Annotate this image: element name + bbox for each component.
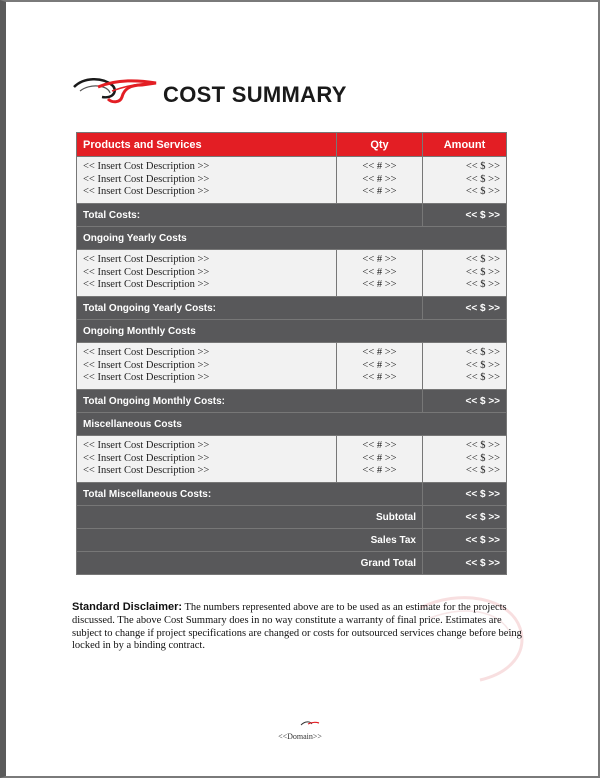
- header-qty: Qty: [337, 133, 423, 157]
- summary-label: Grand Total: [77, 552, 423, 575]
- amount-line: << $ >>: [465, 186, 500, 198]
- section-total-row: [77, 390, 507, 413]
- section-total-value: << $ >>: [423, 390, 507, 413]
- section-heading: Ongoing Yearly Costs: [77, 227, 507, 250]
- page-title: COST SUMMARY: [163, 82, 347, 107]
- cost-items-row: [77, 250, 507, 297]
- amount-line: << $ >>: [465, 266, 500, 278]
- section-heading-row: [77, 227, 507, 250]
- summary-value: << $ >>: [423, 552, 507, 575]
- section-total-label: Total Ongoing Yearly Costs:: [77, 297, 423, 320]
- summary-label: Subtotal: [77, 506, 423, 529]
- description-line: << Insert Cost Description >>: [83, 254, 210, 266]
- description-line: << Insert Cost Description >>: [83, 452, 210, 464]
- amount-line: << $ >>: [465, 161, 500, 173]
- description-line: << Insert Cost Description >>: [83, 347, 210, 359]
- description-cell: [77, 436, 337, 483]
- cost-summary-table: [76, 132, 507, 575]
- section-heading-row: [77, 413, 507, 436]
- standard-disclaimer: [72, 601, 522, 653]
- qty-line: << # >>: [362, 372, 397, 384]
- qty-line: << # >>: [362, 186, 397, 198]
- amount-cell: [423, 250, 507, 297]
- summary-label: Sales Tax: [77, 529, 423, 552]
- amount-line: << $ >>: [465, 279, 500, 291]
- section-total-value: << $ >>: [423, 204, 507, 227]
- qty-line: << # >>: [362, 359, 397, 371]
- amount-cell: [423, 343, 507, 390]
- qty-line: << # >>: [362, 173, 397, 185]
- qty-cell: [337, 436, 423, 483]
- disclaimer-label: Standard Disclaimer:: [72, 601, 183, 613]
- cost-items-row: [77, 436, 507, 483]
- summary-row: [77, 506, 507, 529]
- description-line: << Insert Cost Description >>: [83, 465, 210, 477]
- section-total-value: << $ >>: [423, 297, 507, 320]
- amount-line: << $ >>: [465, 440, 500, 452]
- section-total-label: Total Miscellaneous Costs:: [77, 483, 423, 506]
- description-line: << Insert Cost Description >>: [83, 279, 210, 291]
- qty-cell: [337, 250, 423, 297]
- cost-items-row: [77, 343, 507, 390]
- section-total-label: Total Ongoing Monthly Costs:: [77, 390, 423, 413]
- description-line: << Insert Cost Description >>: [83, 359, 210, 371]
- section-total-label: Total Costs:: [77, 204, 423, 227]
- footer-logo-icon: [300, 720, 320, 730]
- qty-line: << # >>: [362, 254, 397, 266]
- qty-line: << # >>: [362, 279, 397, 291]
- amount-cell: [423, 157, 507, 204]
- qty-line: << # >>: [362, 266, 397, 278]
- description-line: << Insert Cost Description >>: [83, 161, 210, 173]
- description-cell: [77, 157, 337, 204]
- company-logo-icon: [72, 73, 158, 107]
- section-total-row: [77, 297, 507, 320]
- qty-line: << # >>: [362, 347, 397, 359]
- amount-line: << $ >>: [465, 347, 500, 359]
- description-cell: [77, 250, 337, 297]
- qty-line: << # >>: [362, 161, 397, 173]
- header-products-and-services: Products and Services: [77, 133, 337, 157]
- section-heading: Ongoing Monthly Costs: [77, 320, 507, 343]
- section-total-value: << $ >>: [423, 483, 507, 506]
- summary-value: << $ >>: [423, 506, 507, 529]
- disclaimer-text: The numbers represented above are to be used as an estimate for the projects discussed. The above Cost Summary does in no way constitute a warranty of final price. Estimates are subject to change if project specifications are changed or costs for outsourced services change before being locked in by a binding contract.: [72, 602, 522, 652]
- amount-cell: [423, 436, 507, 483]
- description-line: << Insert Cost Description >>: [83, 173, 210, 185]
- qty-cell: [337, 343, 423, 390]
- section-heading-row: [77, 320, 507, 343]
- table-header-row: [77, 133, 507, 157]
- qty-line: << # >>: [362, 440, 397, 452]
- amount-line: << $ >>: [465, 465, 500, 477]
- summary-row: [77, 529, 507, 552]
- amount-line: << $ >>: [465, 173, 500, 185]
- cost-items-row: [77, 157, 507, 204]
- qty-line: << # >>: [362, 452, 397, 464]
- section-total-row: [77, 204, 507, 227]
- summary-value: << $ >>: [423, 529, 507, 552]
- amount-line: << $ >>: [465, 359, 500, 371]
- description-line: << Insert Cost Description >>: [83, 186, 210, 198]
- qty-line: << # >>: [362, 465, 397, 477]
- qty-cell: [337, 157, 423, 204]
- description-line: << Insert Cost Description >>: [83, 440, 210, 452]
- amount-line: << $ >>: [465, 372, 500, 384]
- section-heading: Miscellaneous Costs: [77, 413, 507, 436]
- description-line: << Insert Cost Description >>: [83, 372, 210, 384]
- header-amount: Amount: [423, 133, 507, 157]
- amount-line: << $ >>: [465, 452, 500, 464]
- footer-domain: <<Domain>>: [278, 732, 322, 741]
- description-cell: [77, 343, 337, 390]
- description-line: << Insert Cost Description >>: [83, 266, 210, 278]
- section-total-row: [77, 483, 507, 506]
- amount-line: << $ >>: [465, 254, 500, 266]
